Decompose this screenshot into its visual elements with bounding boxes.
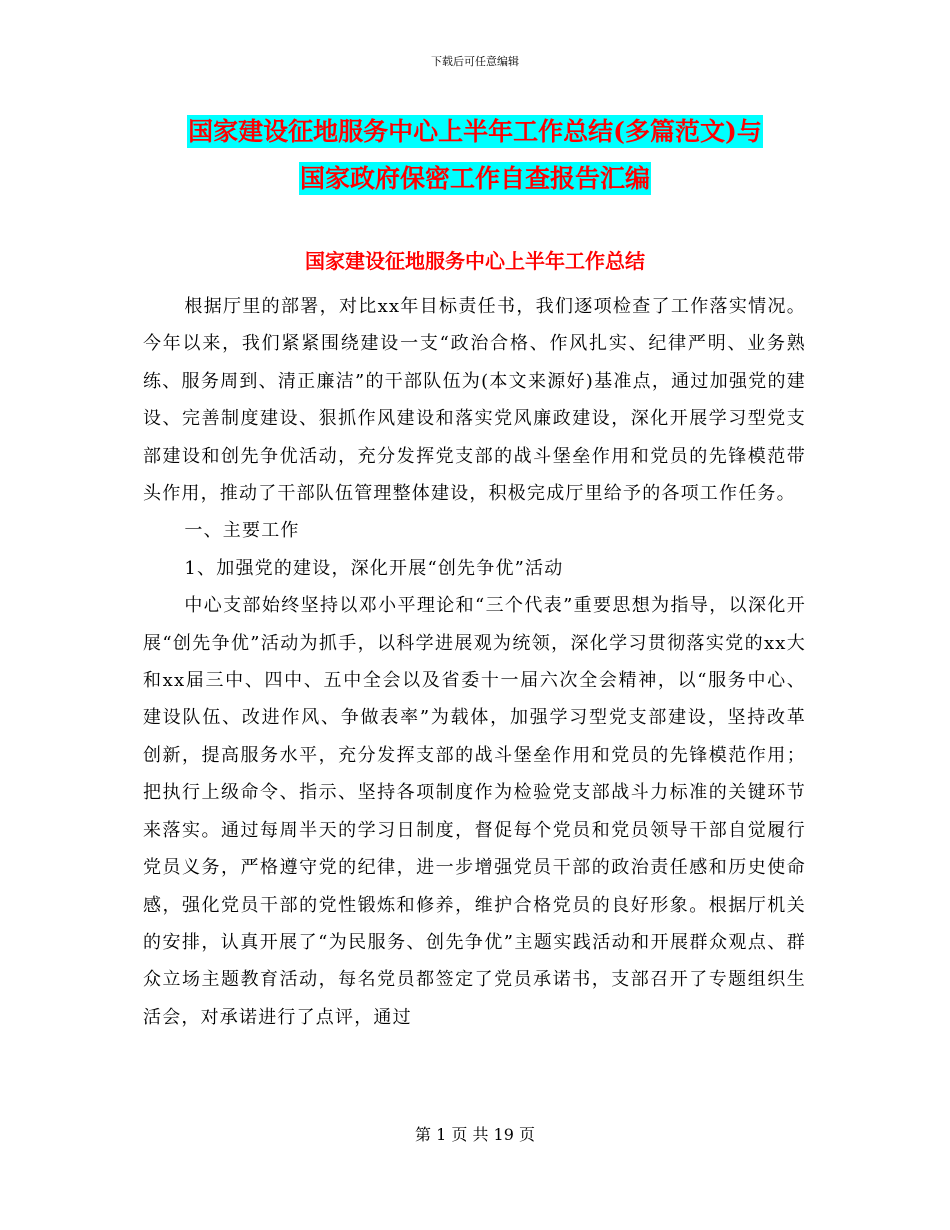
header-note: 下载后可任意编辑	[431, 55, 519, 68]
body-paragraph-party-branch: 中心支部始终坚持以邓小平理论和“三个代表”重要思想为指导，以深化开展“创先争优”活动为抓手，以科学进展观为统领，深化学习贯彻落实党的xx大和xx届三中、四中、五中全会以及省委十一届六次全会精神，以“服务中心、建设队伍、改进作风、争做表率”为载体，加强学习型党支部建设，坚持改革创新，提高服务水平，充分发挥支部的战斗堡垒作用和党员的先锋模范作用；把执行上级命令、指示、坚持各项制度作为检验党支部战斗力标准的关键环节来落实。通过每周半天的学习日制度，督促每个党员和党员领导干部自觉履行党员义务，严格遵守党的纪律，进一步增强党员干部的政治责任感和历史使命感，强化党员干部的党性锻炼和修养，维护合格党员的良好形象。根据厅机关的安排，认真开展了“为民服务、创先争优”主题实践活动和开展群众观点、群众立场主题教育活动，每名党员都签定了党员承诺书，支部召开了专题组织生活会，对承诺进行了点评，通过	[143, 595, 806, 1028]
document-body	[143, 288, 806, 1036]
page-footer: 第 1 页 共 19 页	[415, 1125, 535, 1144]
body-paragraph-intro: 根据厅里的部署，对比xx年目标责任书，我们逐项检查了工作落实情况。今年以来，我们紧紧围绕建设一支“政治合格、作风扎实、纪律严明、业务熟练、服务周到、清正廉洁”的干部队伍为(本文来源好)基准点，通过加强党的建设、完善制度建设、狠抓作风建设和落实党风廉政建设，深化开展学习型党支部建设和创先争优活动，充分发挥党支部的战斗堡垒作用和党员的先锋模范带头作用，推动了干部队伍管理整体建设，积极完成厅里给予的各项工作任务。	[143, 296, 806, 505]
document-title-line-1: 国家建设征地服务中心上半年工作总结(多篇范文)与	[188, 117, 762, 146]
document-title	[0, 108, 950, 202]
section-title: 国家建设征地服务中心上半年工作总结	[305, 249, 645, 273]
subheading-party-building: 1、加强党的建设，深化开展“创先争优”活动	[184, 557, 564, 579]
document-title-line-2: 国家政府保密工作自查报告汇编	[299, 164, 650, 193]
heading-main-work: 一、主要工作	[184, 520, 300, 542]
